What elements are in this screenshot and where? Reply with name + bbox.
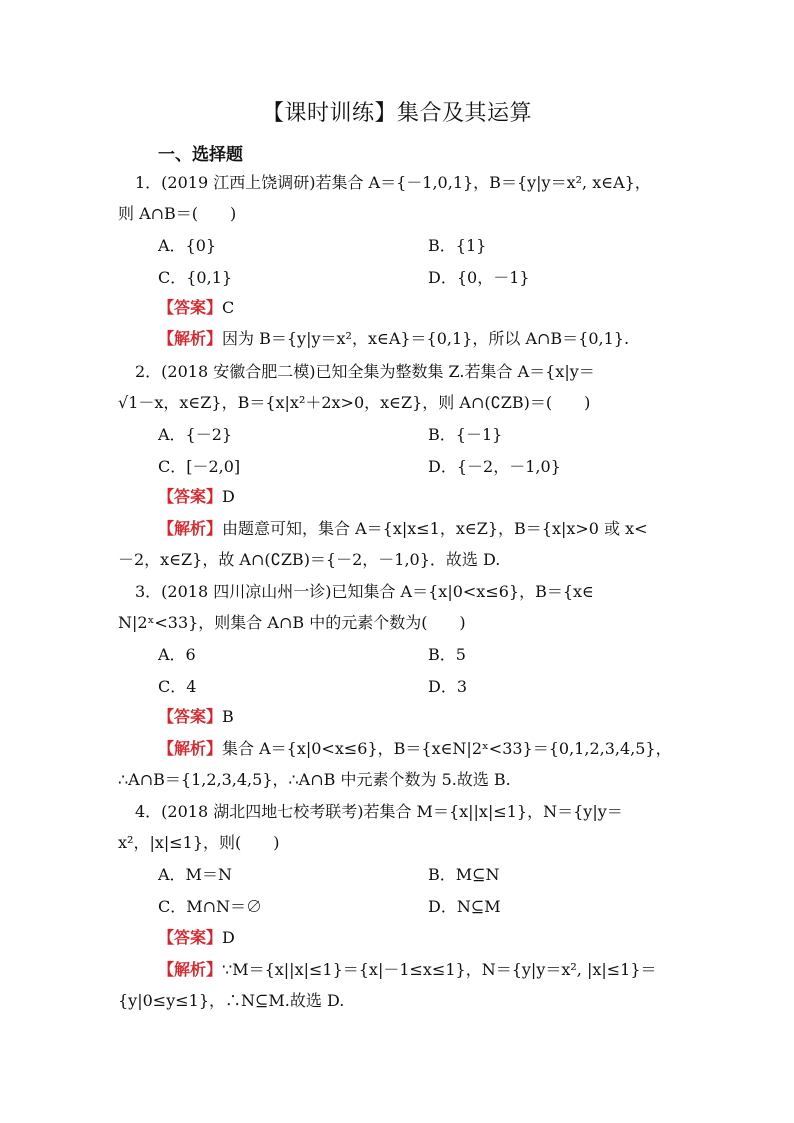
answer-tag: 【答案】 (158, 928, 223, 947)
question-4-stem-line-1: 4．(2018 湖北四地七校考联考)若集合 M＝{x||x|≤1}，N＝{y|y＝ (135, 802, 623, 821)
question-1-option-a: A．{0} (158, 236, 217, 255)
question-3-option-c: C．4 (158, 677, 197, 696)
question-2-analysis-line-1 (158, 519, 648, 539)
answer-value: B (222, 707, 234, 726)
question-2-option-c: C．[－2,0] (158, 457, 241, 476)
analysis-tag: 【解析】 (158, 960, 223, 979)
question-4-option-a: A．M＝N (158, 865, 232, 884)
question-1-option-d: D．{0，－1} (428, 268, 530, 287)
question-1-option-b: B．{1} (428, 236, 487, 255)
question-4-stem-line-2: x²，|x|≤1}，则( ) (118, 833, 280, 852)
question-2-stem-line-1: 2．(2018 安徽合肥二模)已知全集为整数集 Z.若集合 A＝{x|y＝ (135, 362, 595, 381)
answer-tag: 【答案】 (158, 487, 223, 506)
question-3-stem-line-1: 3．(2018 四川凉山州一诊)已知集合 A＝{x|0<x≤6}，B＝{x∈ (135, 582, 594, 601)
analysis-tag: 【解析】 (158, 739, 223, 758)
question-2-option-d: D．{－2，－1,0} (428, 457, 561, 476)
question-2-analysis-line-2: －2，x∈Z}，故 A∩(∁ZB)＝{－2，－1,0}．故选 D. (118, 550, 501, 569)
question-3-answer (158, 707, 234, 727)
question-3-option-b: B．5 (428, 645, 466, 664)
question-2-option-a: A．{－2} (158, 425, 233, 444)
answer-value: C (222, 298, 235, 317)
analysis-text: 由题意可知，集合 A＝{x|x≤1，x∈Z}，B＝{x|x>0 或 x< (222, 519, 648, 538)
question-2-stem-line-2: √1－x，x∈Z}，B＝{x|x²＋2x>0，x∈Z}，则 A∩(∁ZB)＝( ) (118, 393, 591, 412)
question-3-option-d: D．3 (428, 677, 468, 696)
answer-value: D (222, 928, 235, 947)
question-3-analysis-line-1 (158, 739, 672, 759)
analysis-text: 因为 B＝{y|y＝x²，x∈A}＝{0,1}，所以 A∩B＝{0,1}. (222, 329, 630, 348)
analysis-tag: 【解析】 (158, 519, 223, 538)
question-3-stem-line-2: N|2ˣ<33}，则集合 A∩B 中的元素个数为( ) (118, 613, 466, 632)
question-4-analysis-line-1 (158, 960, 657, 980)
analysis-text: 集合 A＝{x|0<x≤6}，B＝{x∈N|2ˣ<33}＝{0,1,2,3,4,5}， (222, 739, 672, 758)
question-1-stem-line-2: 则 A∩B＝( ) (118, 204, 237, 223)
question-4-option-c: C．M∩N＝∅ (158, 897, 263, 916)
question-4-option-b: B．M⊆N (428, 865, 500, 884)
analysis-tag: 【解析】 (158, 329, 223, 348)
answer-value: D (222, 487, 235, 506)
question-4-option-d: D．N⊆M (428, 897, 501, 916)
question-1-option-c: C．{0,1} (158, 268, 233, 287)
analysis-text: ∵M＝{x||x|≤1}＝{x|－1≤x≤1}，N＝{y|y＝x², |x|≤1}＝ (222, 960, 657, 979)
question-2-answer (158, 487, 235, 507)
page-title: 【课时训练】集合及其运算 (261, 101, 532, 126)
question-1-stem-line-1: 1．(2019 江西上饶调研)若集合 A＝{－1,0,1}，B＝{y|y＝x², x∈A}， (135, 173, 651, 192)
question-4-answer (158, 928, 235, 948)
question-4-analysis-line-2: {y|0≤y≤1}，∴N⊆M.故选 D. (118, 991, 345, 1010)
question-1-analysis-line-1 (158, 329, 629, 349)
question-3-option-a: A．6 (158, 645, 196, 664)
question-3-analysis-line-2: ∴A∩B＝{1,2,3,4,5}，∴A∩B 中元素个数为 5.故选 B. (118, 770, 511, 789)
answer-tag: 【答案】 (158, 707, 223, 726)
question-2-option-b: B．{－1} (428, 425, 503, 444)
answer-tag: 【答案】 (158, 298, 223, 317)
section-heading: 一、选择题 (158, 145, 243, 165)
question-1-answer (158, 298, 234, 318)
